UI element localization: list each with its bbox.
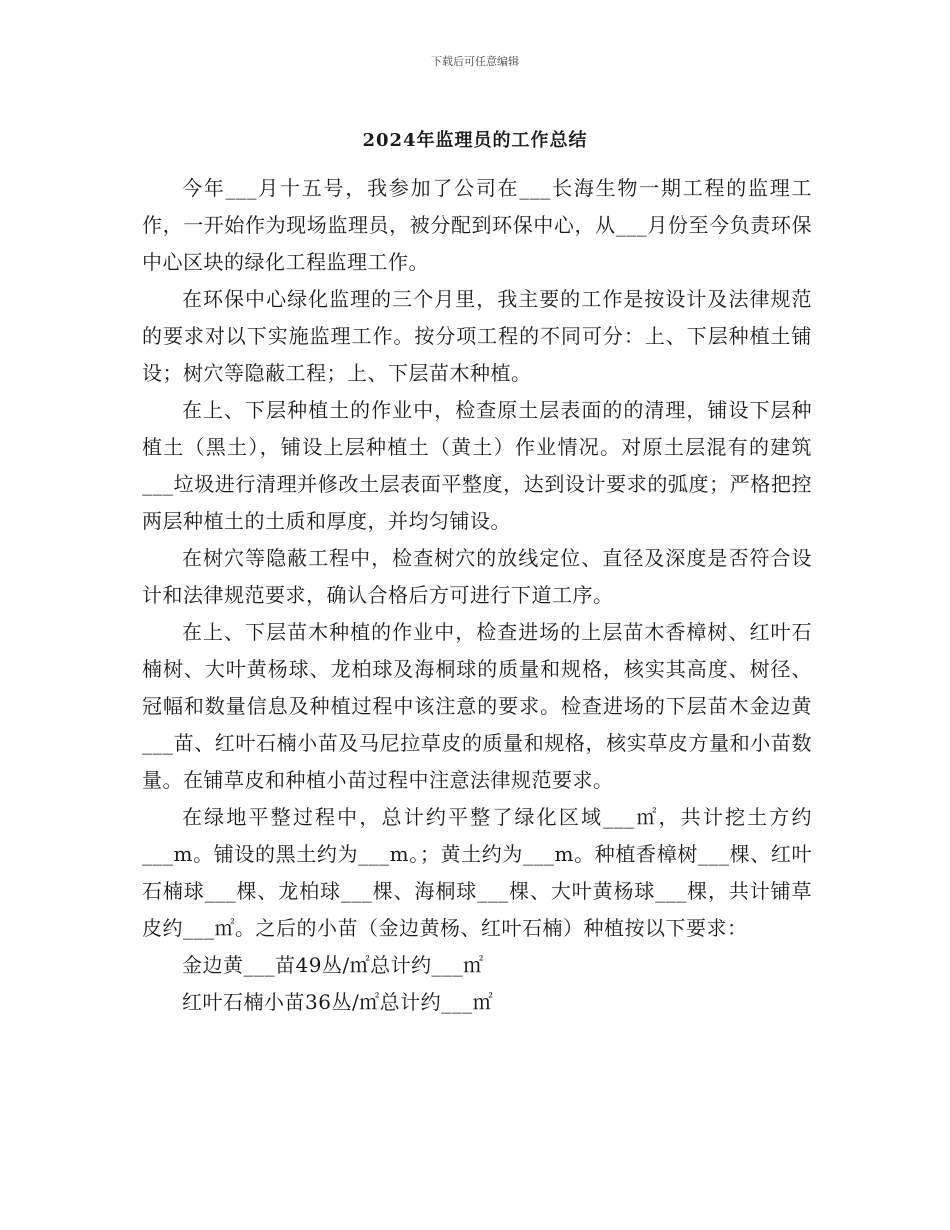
- header-note: 下载后可任意编辑: [431, 55, 519, 68]
- paragraph: 金边黄___苗49丛/㎡总计约___㎡: [182, 953, 484, 977]
- paragraph: 在环保中心绿化监理的三个月里，我主要的工作是按设计及法律规范的要求对以下实施监理工作。按分项工程的不同可分：上、下层种植土铺设；树穴等隐蔽工程；上、下层苗木种植。: [142, 287, 812, 385]
- paragraph: 今年___月十五号，我参加了公司在___长海生物一期工程的监理工作，一开始作为现场监理员，被分配到环保中心，从___月份至今负责环保中心区块的绿化工程监理工作。: [142, 176, 812, 274]
- paragraph: 红叶石楠小苗36丛/㎡总计约___㎡: [182, 990, 494, 1014]
- paragraph: 在上、下层苗木种植的作业中，检查进场的上层苗木香樟树、红叶石楠树、大叶黄杨球、龙柏球及海桐球的质量和规格，核实其高度、树径、冠幅和数量信息及种植过程中该注意的要求。检查进场的下层苗木金边黄___苗、红叶石楠小苗及马尼拉草皮的质量和规格，核实草皮方量和小苗数量。在铺草皮和种植小苗过程中注意法律规范要求。: [142, 620, 812, 792]
- document-body: [142, 170, 812, 1021]
- paragraph: 在树穴等隐蔽工程中，检查树穴的放线定位、直径及深度是否符合设计和法律规范要求，确认合格后方可进行下道工序。: [142, 546, 812, 607]
- document-title: 2024年监理员的工作总结: [362, 130, 588, 151]
- paragraph: 在上、下层种植土的作业中，检查原土层表面的的清理，铺设下层种植土（黑土），铺设上层种植土（黄土）作业情况。对原土层混有的建筑___垃圾进行清理并修改土层表面平整度，达到设计要求的弧度；严格把控两层种植土的土质和厚度，并均匀铺设。: [142, 398, 812, 533]
- paragraph: 在绿地平整过程中，总计约平整了绿化区域___㎡，共计挖土方约___m。铺设的黑土约为___m。；黄土约为___m。种植香樟树___棵、红叶石楠球___棵、龙柏球___棵、海桐球___棵、大叶黄杨球___棵，共计铺草皮约___㎡。之后的小苗（金边黄杨、红叶石楠）种植按以下要求：: [142, 805, 812, 940]
